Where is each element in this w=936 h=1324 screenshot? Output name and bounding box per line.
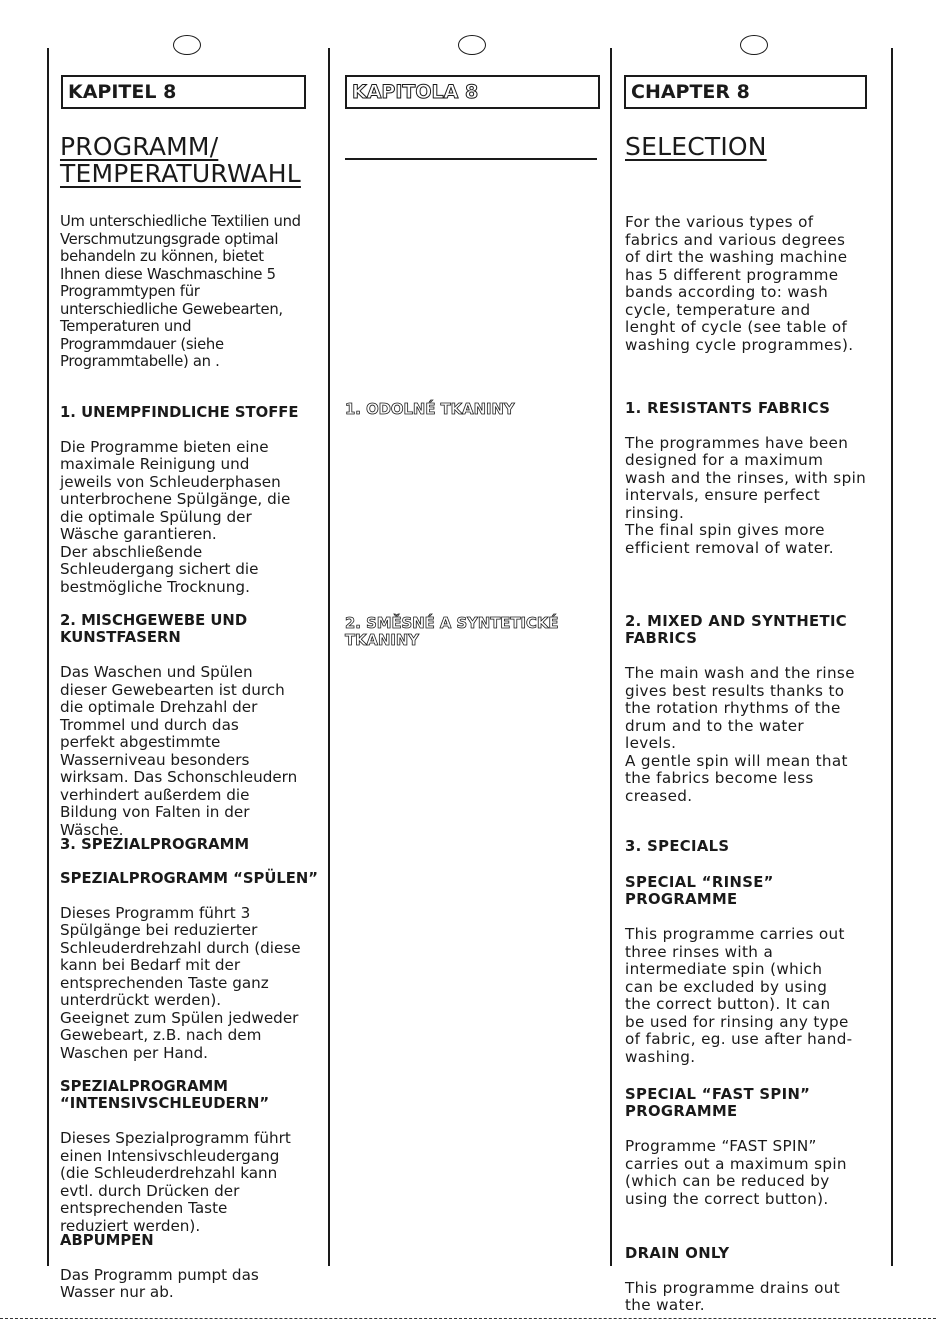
section-5-en: [625, 1068, 887, 1208]
section-1-cz: [345, 383, 607, 436]
chapter-box-en: [624, 75, 867, 109]
section-title-en: SELECTION: [625, 132, 767, 161]
section-2-en: [625, 595, 887, 805]
section-5-heading-en: SPECIAL “FAST SPIN” PROGRAMME: [625, 1085, 811, 1120]
section-3-heading-en: 3. SPECIALS: [625, 837, 730, 855]
chapter-label-cz: KAPITOLA 8: [352, 81, 479, 103]
section-3-heading-de: 3. SPEZIALPROGRAMM: [60, 835, 250, 853]
section-6-en: [625, 1227, 887, 1315]
section-6-text-de: Das Programm pumpt das Wasser nur ab.: [60, 1265, 259, 1301]
section-2-heading-de: 2. MISCHGEWEBE UND KUNSTFASERN: [60, 611, 248, 646]
section-1-heading-en: 1. RESISTANTS FABRICS: [625, 399, 831, 417]
language-badge-de: [173, 35, 201, 55]
section-5-text-en: Programme “FAST SPIN” carries out a maximum spin (which can be reduced by using the correct button).: [625, 1137, 847, 1208]
section-1-heading-cz: 1. ODOLNÉ TKANINY: [345, 400, 515, 418]
section-2-text-de: Das Waschen und Spülen dieser Gewebearten ist durch die optimale Drehzahl der Trommel und durch das perfekt abgestimmte Wasserniveau besonders wirksam. Das Schonschleudern verhindert außerdem die Bildung von Falten in der Wäsche.: [60, 663, 298, 839]
section-4-en: [625, 856, 887, 1066]
chapter-box-de: [61, 75, 306, 109]
section-2-cz: [345, 597, 607, 667]
section-6-de: [60, 1214, 322, 1302]
language-badge-cz: [458, 35, 486, 55]
section-5-heading-de: SPEZIALPROGRAMM “INTENSIVSCHLEUDERN”: [60, 1077, 270, 1112]
section-2-heading-en: 2. MIXED AND SYNTHETIC FABRICS: [625, 612, 848, 647]
title-underline-cz: [345, 158, 597, 160]
section-2-text-en: The main wash and the rinse gives best results thanks to the rotation rhythms of the drum and to the water levels. A gentle spin will mean that the fabrics become less creased.: [625, 664, 855, 805]
section-6-heading-de: ABPUMPEN: [60, 1231, 154, 1249]
chapter-label-en: CHAPTER 8: [631, 81, 750, 103]
section-6-heading-en: DRAIN ONLY: [625, 1244, 730, 1262]
column-divider-middle-right: [610, 48, 612, 1266]
section-5-text-de: Dieses Spezialprogramm führt einen Intensivschleudergang (die Schleuderdrehzahl kann evtl. durch Drücken der entsprechenden Taste reduziert werden).: [60, 1129, 291, 1235]
section-6-text-en: This programme drains out the water.: [625, 1278, 841, 1314]
column-divider-right: [891, 48, 893, 1266]
section-2-heading-cz: 2. SMĚSNÉ A SYNTETICKÉ TKANINY: [345, 614, 559, 649]
language-badge-en: [740, 35, 768, 55]
section-4-de: [60, 852, 322, 1062]
section-2-de: [60, 594, 322, 839]
intro-text-en: For the various types of fabrics and various degrees of dirt the washing machine has 5 different programme bands according to: wash cycle, temperature and lenght of cycle (see table of washing cycle programmes).: [625, 213, 854, 354]
section-1-en: [625, 382, 887, 557]
section-1-text-de: Die Programme bieten eine maximale Reinigung und jeweils von Schleuderphasen unterbrochene Spülgänge, die die optimale Spülung der Wäsche garantieren. Der abschließende Schleudergang sichert die bestmögliche Trocknung.: [60, 437, 291, 596]
chapter-label-de: KAPITEL 8: [68, 81, 177, 103]
chapter-box-cz: [345, 75, 600, 109]
section-1-text-en: The programmes have been designed for a maximum wash and the rinses, with spin intervals, ensure perfect rinsing. The final spin gives more efficient removal of water.: [625, 433, 867, 557]
section-4-heading-en: SPECIAL “RINSE” PROGRAMME: [625, 873, 774, 908]
section-4-heading-de: SPEZIALPROGRAMM “SPÜLEN”: [60, 869, 319, 887]
column-divider-left: [47, 48, 49, 1266]
column-divider-middle-left: [328, 48, 330, 1266]
page-bottom-dashed-line: [0, 1318, 936, 1319]
section-1-de: [60, 386, 322, 596]
section-1-heading-de: 1. UNEMPFINDLICHE STOFFE: [60, 403, 299, 421]
intro-text-de: Um unterschiedliche Textilien und Verschmutzungsgrade optimal behandeln zu können, bietet Ihnen diese Waschmaschine 5 Programmtypen für unterschiedliche Gewebearten, Temperaturen und Programmdauer (siehe Programmtabelle) an .: [60, 213, 301, 370]
section-5-de: [60, 1060, 322, 1235]
section-title-de: PROGRAMM/ TEMPERATURWAHL: [60, 132, 301, 188]
section-4-text-de: Dieses Programm führt 3 Spülgänge bei reduzierter Schleuderdrehzahl durch (diese kann bei Bedarf mit der entsprechenden Taste ganz unterdrückt werden). Geeignet zum Spülen jedweder Gewebeart, z.B. nach dem Waschen per Hand.: [60, 903, 301, 1062]
section-4-text-en: This programme carries out three rinses with a intermediate spin (which can be excluded by using the correct button). It can be used for rinsing any type of fabric, eg. use after hand- washing.: [625, 925, 853, 1066]
